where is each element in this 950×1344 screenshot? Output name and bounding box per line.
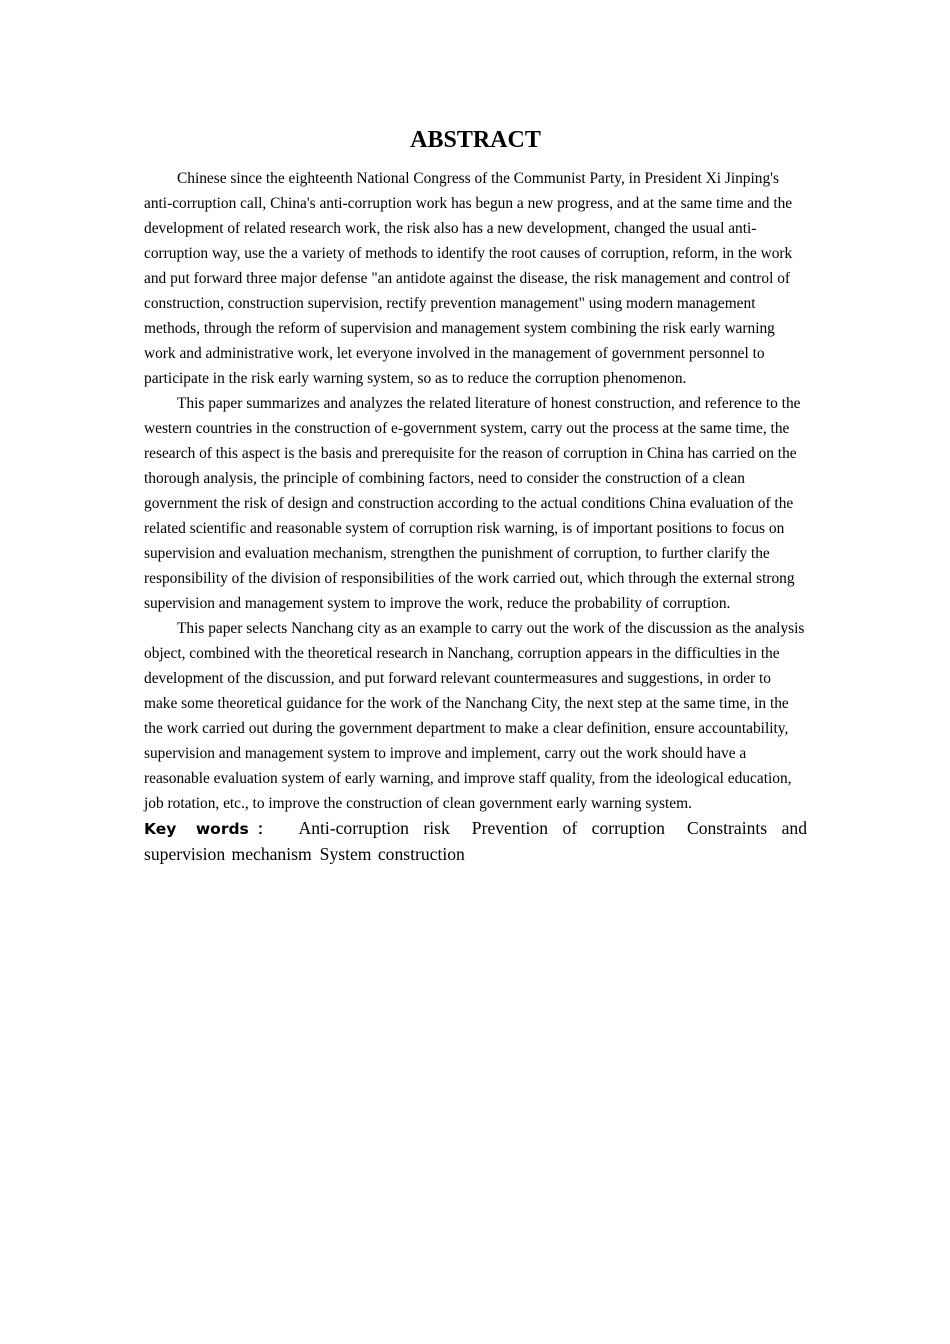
- keywords-label: Key words：: [144, 820, 281, 838]
- keyword-item: Prevention of corruption: [471, 818, 665, 838]
- abstract-page: [144, 124, 807, 867]
- abstract-paragraph-2: This paper summarizes and analyzes the related literature of honest construction, and reference to the western countries in the construction of e-government system, carry out the process at the same time, the research of this aspect is the basis and prerequisite for the reason of corruption in China has carried on the thorough analysis, the principle of combining factors, need to consider the construction of a clean government the risk of design and construction according to the actual conditions China evaluation of the related scientific and reasonable system of corruption risk warning, is of important positions to focus on supervision and evaluation mechanism, strengthen the punishment of corruption, to further clarify the responsibility of the division of responsibilities of the work carried out, which through the external strong supervision and management system to improve the work, reduce the probability of corruption.: [144, 395, 801, 612]
- keyword-item: Anti-corruption risk: [298, 818, 450, 838]
- abstract-title: ABSTRACT: [410, 127, 541, 153]
- abstract-paragraph-3: This paper selects Nanchang city as an example to carry out the work of the discussion as the analysis object, combined with the theoretical research in Nanchang, corruption appears in the difficulties in the development of the discussion, and put forward relevant countermeasures and suggestions, in order to make some theoretical guidance for the work of the Nanchang City, the next step at the same time, in the the work carried out during the government department to make a clear definition, ensure accountability, supervision and management system to improve and implement, carry out the work should have a reasonable evaluation system of early warning, and improve staff quality, from the ideological education, job rotation, etc., to improve the construction of clean government early warning system.: [144, 620, 805, 812]
- keyword-item: Constraints and supervision mechanism: [144, 818, 808, 864]
- keywords-line: [144, 816, 807, 867]
- keyword-item: System construction: [319, 844, 465, 864]
- abstract-paragraph-1: Chinese since the eighteenth National Congress of the Communist Party, in President Xi Jinping's anti-corruption call, China's anti-corruption work has begun a new progress, and at the same time and the development of related research work, the risk also has a new development, changed the usual anti-corruption way, use the a variety of methods to identify the root causes of corruption, reform, in the work and put forward three major defense "an antidote against the disease, the risk management and control of construction, construction supervision, rectify prevention management" using modern management methods, through the reform of supervision and management system combining the risk early warning work and administrative work, let everyone involved in the management of government personnel to participate in the risk early warning system, so as to reduce the corruption phenomenon.: [144, 170, 793, 387]
